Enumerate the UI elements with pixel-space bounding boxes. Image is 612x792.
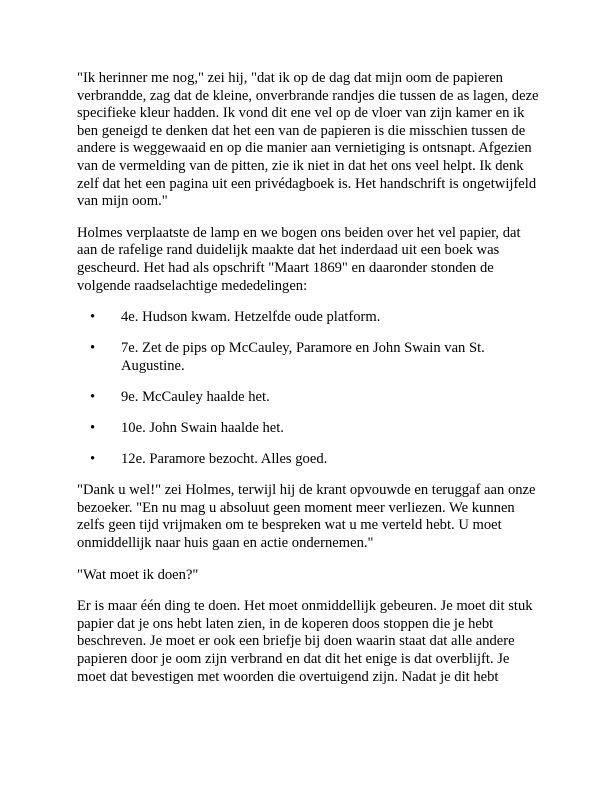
list-item <box>77 389 539 407</box>
paragraph-what-to-do: "Wat moet ik doen?" <box>77 566 199 583</box>
list-item <box>77 340 539 375</box>
list-item-text: 12e. Paramore bezocht. Alles goed. <box>121 451 328 468</box>
bullet-glyph: • <box>90 309 96 326</box>
list-item-text: 9e. McCauley haalde het. <box>121 388 270 405</box>
document-page <box>77 70 539 700</box>
list-item-text: 10e. John Swain haalde het. <box>121 420 284 436</box>
diary-entries-list <box>77 309 539 469</box>
list-item <box>77 420 539 438</box>
paragraph-diary-page: Holmes verplaatste de lamp en we bogen ons beiden over het vel papier, dat aan de rafelige rand duidelijk maakte dat het inderdaad uit een boek was gescheurd. Het had als opschrift "Maart 1869" en daaronder stonden de volgende raadselachtige mededelingen: <box>77 224 521 294</box>
bullet-glyph: • <box>90 420 96 436</box>
bullet-glyph: • <box>90 451 96 468</box>
bullet-glyph: • <box>90 388 96 405</box>
list-item-text: 4e. Hudson kwam. Hetzelfde oude platform. <box>121 309 381 326</box>
paragraph-instructions: Er is maar één ding te doen. Het moet onmiddellijk gebeuren. Je moet dit stuk papier dat je ons hebt laten zien, in de koperen doos stoppen die je hebt beschreven. Je moet er ook een briefje bij doen waarin staat dat alle andere papieren door je oom zijn verbrand en dat dit het enige is dat overblijft. Je moet dat bevestigen met woorden die overtuigend zijn. Nadat je dit hebt <box>77 598 533 685</box>
paragraph-uncle-recollection: "Ik herinner me nog," zei hij, "dat ik op de dag dat mijn oom de papieren verbrandde, zag dat de kleine, onverbrande randjes die tussen de as lagen, deze specifieke kleur hadden. Ik vond dit ene vel op de vloer van zijn kamer en ik ben geneigd te denken dat het een van de papieren is die misschien tussen de andere is weggewaaid en op die manier aan vernietiging is ontsnapt. Afgezien van de vermelding van de pitten, zie ik niet in dat het ons veel helpt. Ik denk zelf dat het een pagina uit een privédagboek is. Het handschrift is ongetwijfeld van mijn oom." <box>77 70 539 210</box>
list-item <box>77 309 539 327</box>
list-item <box>77 451 539 469</box>
list-item-text: 7e. Zet de pips op McCauley, Paramore en John Swain van St. Augustine. <box>121 340 485 374</box>
bullet-glyph: • <box>90 340 96 357</box>
paragraph-holmes-thanks: "Dank u wel!" zei Holmes, terwijl hij de krant opvouwde en teruggaf aan onze bezoeker. "En nu mag u absoluut geen moment meer verliezen. We kunnen zelfs geen tijd vrijmaken om te bespreken wat u me verteld hebt. U moet onmiddellijk naar huis gaan en actie ondernemen." <box>77 482 536 551</box>
